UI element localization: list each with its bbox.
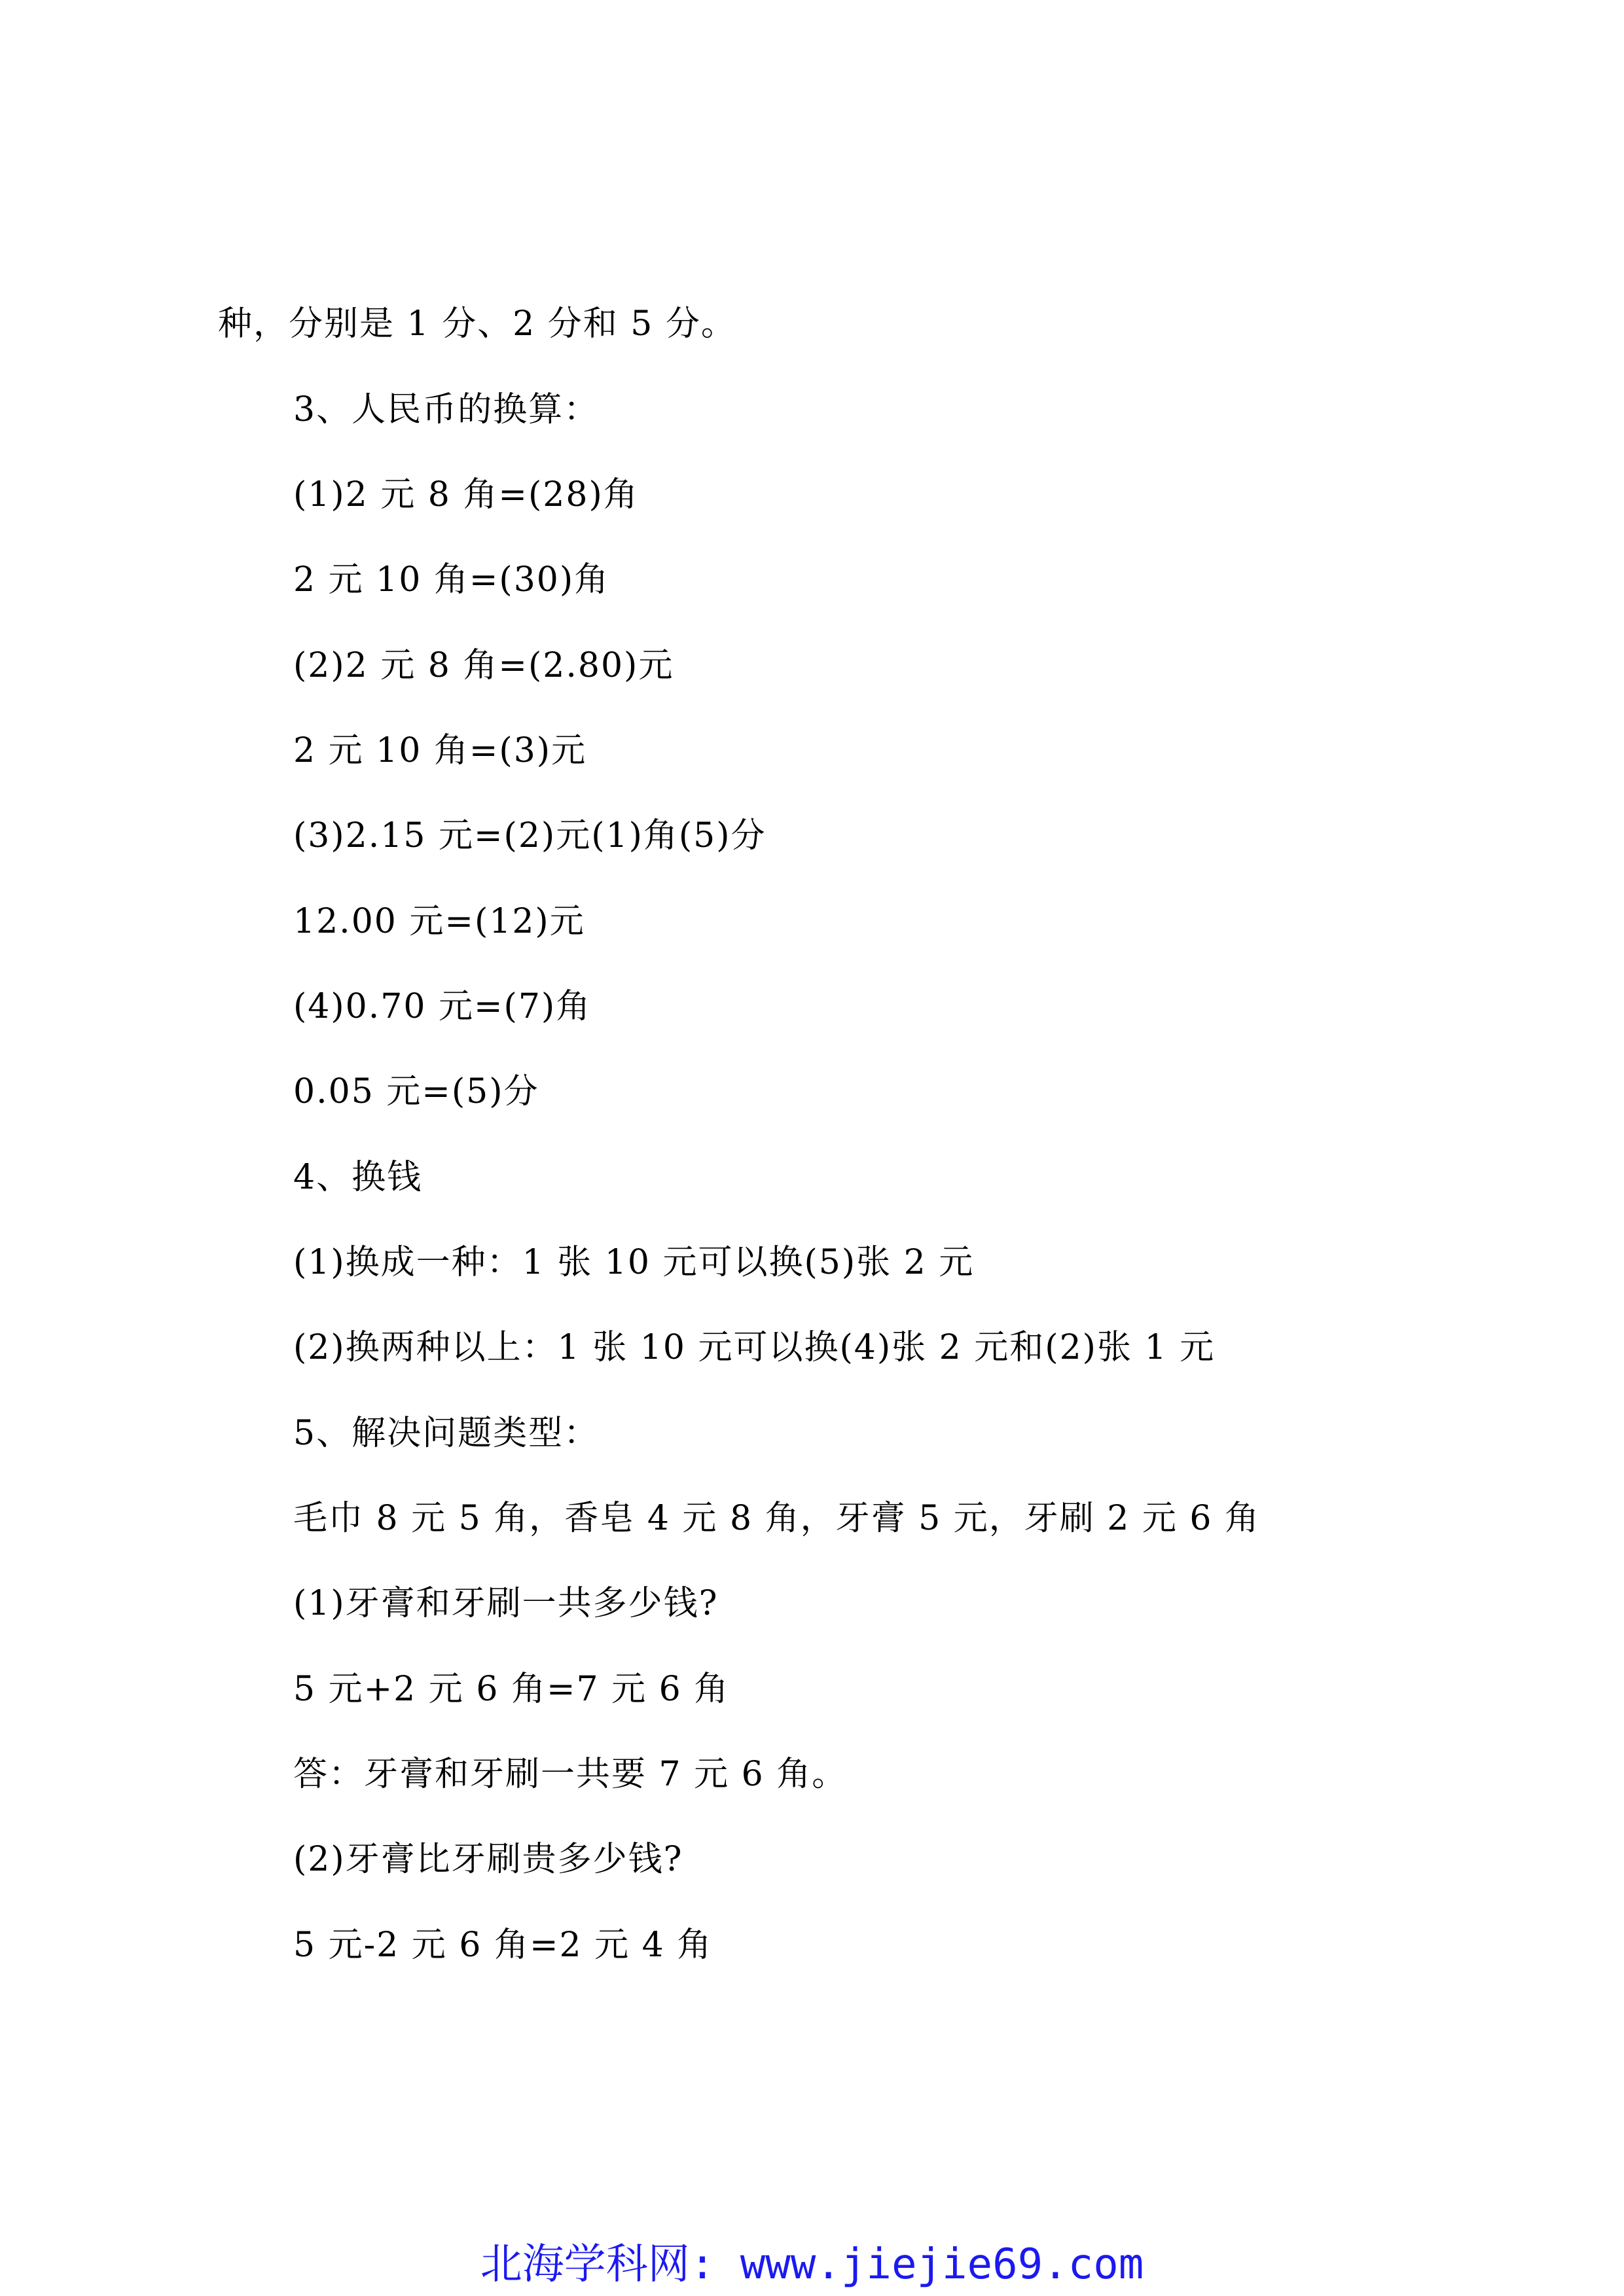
body-line: (4)0.70 元=(7)角	[293, 987, 592, 1026]
body-line: 毛巾 8 元 5 角，香皂 4 元 8 角，牙膏 5 元，牙刷 2 元 6 角	[293, 1499, 1260, 1538]
question-line: (1)牙膏和牙刷一共多少钱?	[293, 1584, 719, 1623]
body-line: (2)换两种以上：1 张 10 元可以换(4)张 2 元和(2)张 1 元	[293, 1328, 1216, 1367]
section-heading: 4、换钱	[293, 1158, 423, 1197]
body-line: 2 元 10 角=(30)角	[293, 560, 610, 600]
body-line: 2 元 10 角=(3)元	[293, 731, 587, 770]
body-line: 种，分别是 1 分、2 分和 5 分。	[218, 304, 736, 344]
body-line: 12.00 元=(12)元	[293, 902, 585, 941]
answer-line: 答：牙膏和牙刷一共要 7 元 6 角。	[293, 1755, 848, 1794]
equation-line: 5 元-2 元 6 角=2 元 4 角	[293, 1926, 713, 1965]
body-line: (1)2 元 8 角=(28)角	[293, 475, 639, 514]
question-line: (2)牙膏比牙刷贵多少钱?	[293, 1840, 683, 1879]
section-heading: 5、解决问题类型：	[293, 1414, 600, 1453]
body-line: (3)2.15 元=(2)元(1)角(5)分	[293, 816, 767, 855]
body-line: (1)换成一种：1 张 10 元可以换(5)张 2 元	[293, 1243, 975, 1282]
body-line: 0.05 元=(5)分	[293, 1072, 539, 1111]
page-footer	[0, 2238, 1624, 2291]
body-line: (2)2 元 8 角=(2.80)元	[293, 646, 674, 685]
equation-line: 5 元+2 元 6 角=7 元 6 角	[293, 1670, 730, 1709]
footer-watermark-text: 北海学科网: www.jiejie69.com	[480, 2240, 1144, 2289]
section-heading: 3、人民币的换算：	[293, 390, 600, 429]
